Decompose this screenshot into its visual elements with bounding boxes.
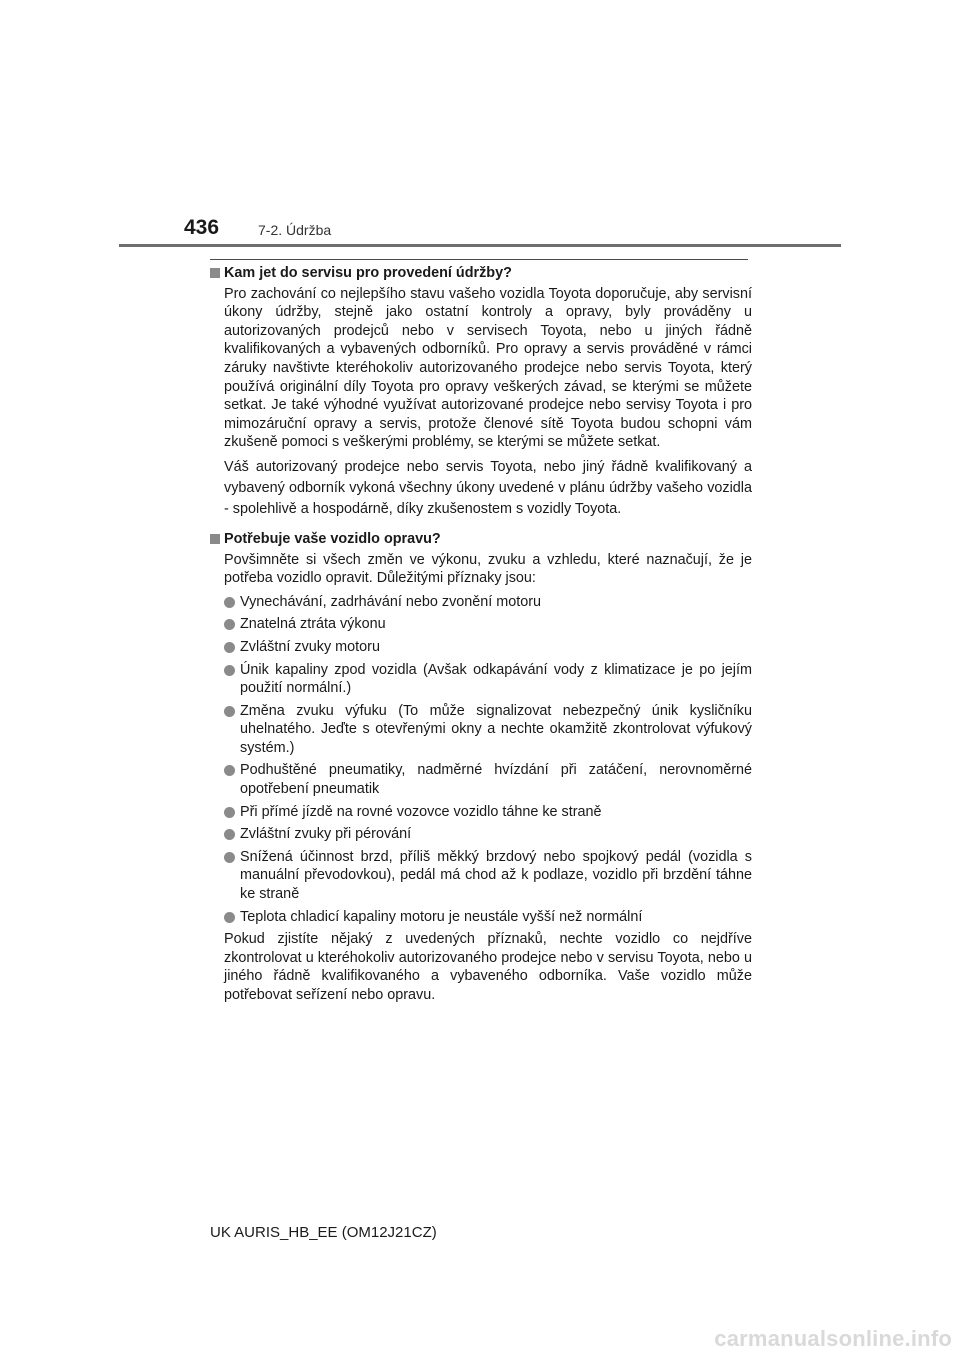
circle-bullet-icon <box>224 765 235 776</box>
circle-bullet-icon <box>224 807 235 818</box>
list-item <box>210 908 752 927</box>
circle-bullet-icon <box>224 597 235 608</box>
list-item-text: Snížená účinnost brzd, příliš měkký brzdový nebo spojkový pedál (vozidla s manuální převodovkou), pedál má chod až k podlaze, vozidlo při brzdění táhne ke straně <box>240 848 752 903</box>
page-number: 436 <box>184 216 220 239</box>
circle-bullet-icon <box>224 706 235 717</box>
section-needs-repair <box>210 530 752 1005</box>
section-heading <box>210 264 752 283</box>
intro-paragraph: Povšimněte si všech změn ve výkonu, zvuku a vzhledu, které naznačují, že je potřeba vozidlo opravit. Důležitými příznaky jsou: <box>224 551 752 587</box>
list-item-text: Znatelná ztráta výkonu <box>240 616 386 633</box>
list-item <box>210 825 752 844</box>
list-item-text: Změna zvuku výfuku (To může signalizovat nebezpečný únik kysličníku uhelnatého. Jeďte s otevřenými okny a nechte okamžitě zkontrolovat výfukový systém.) <box>240 702 752 756</box>
list-item <box>210 638 752 657</box>
paragraph: Váš autorizovaný prodejce nebo servis Toyota, nebo jiný řádně kvalifikovaný a vybavený odborník vykoná všechny úkony uvedené v plánu údržby vašeho vozidla - spolehlivě a hospodárně, díky zkušenostem s vozidly Toyota. <box>224 458 752 517</box>
closing-paragraph: Pokud zjistíte nějaký z uvedených příznaků, nechte vozidlo co nejdříve zkontrolovat u kteréhokoliv autorizovaného prodejce nebo v servisu Toyota, nebo u jiného řádně kvalifikovaného a vybaveného odborníka. Vaše vozidlo může potřebovat seřízení nebo opravu. <box>224 931 752 1003</box>
circle-bullet-icon <box>224 912 235 923</box>
section-heading <box>210 530 752 549</box>
square-bullet-icon <box>210 534 220 544</box>
list-item-text: Zvláštní zvuky při pérování <box>240 826 412 843</box>
list-item-text: Podhuštěné pneumatiky, nadměrné hvízdání při zatáčení, nerovnoměrné opotřebení pneumatik <box>240 762 752 798</box>
list-item-text: Teplota chladicí kapaliny motoru je neustále vyšší než normální <box>240 908 643 925</box>
header-rule <box>119 244 841 247</box>
circle-bullet-icon <box>224 852 235 863</box>
list-item <box>210 761 752 798</box>
list-item <box>210 661 752 698</box>
list-item-text: Zvláštní zvuky motoru <box>240 638 380 655</box>
section-title: 7-2. Údržba <box>258 222 332 238</box>
circle-bullet-icon <box>224 642 235 653</box>
page-content <box>210 264 752 1005</box>
list-item-text: Únik kapaliny zpod vozidla (Avšak odkapávání vody z klimatizace je po jejím použití normální.) <box>240 661 752 697</box>
list-item <box>210 803 752 822</box>
watermark: carmanualsonline.info <box>714 1326 952 1351</box>
section-heading-text: Kam jet do servisu pro provedení údržby? <box>224 265 512 281</box>
circle-bullet-icon <box>224 665 235 676</box>
square-bullet-icon <box>210 268 220 278</box>
list-item <box>210 615 752 634</box>
circle-bullet-icon <box>224 829 235 840</box>
list-item <box>210 848 752 904</box>
symptom-list <box>210 593 752 927</box>
paragraph: Pro zachování co nejlepšího stavu vašeho vozidla Toyota doporučuje, aby servisní úkony údržby, stejně jako ostatní kontroly a opravy, byly prováděny u autorizovaných prodejců nebo v servisech Toyota, nebo u jiných řádně kvalifikovaných a vybavených odborníků. Pro opravy a servis prováděné v rámci záruky navštivte kteréhokoliv autorizovaného prodejce nebo servis Toyota, který používá originální díly Toyota pro opravy veškerých závad, se kterými se můžete setkat. Je také výhodné využívat autorizované prodejce nebo servisy Toyota i pro mimozáruční opravy a servis, protože členové sítě Toyota budou schopni vám zkušeně pomoci s veškerými problémy, se kterými se můžete setkat. <box>224 285 752 451</box>
list-item-text: Vynechávání, zadrhávání nebo zvonění motoru <box>240 593 542 610</box>
list-item <box>210 593 752 612</box>
footer-model-code: UK AURIS_HB_EE (OM12J21CZ) <box>210 1224 437 1241</box>
section-heading-text: Potřebuje vaše vozidlo opravu? <box>224 530 441 547</box>
list-item-text: Při přímé jízdě na rovné vozovce vozidlo táhne ke straně <box>240 803 602 820</box>
section-divider <box>210 259 748 260</box>
section-where-to-service <box>210 264 752 520</box>
circle-bullet-icon <box>224 619 235 630</box>
list-item <box>210 702 752 758</box>
